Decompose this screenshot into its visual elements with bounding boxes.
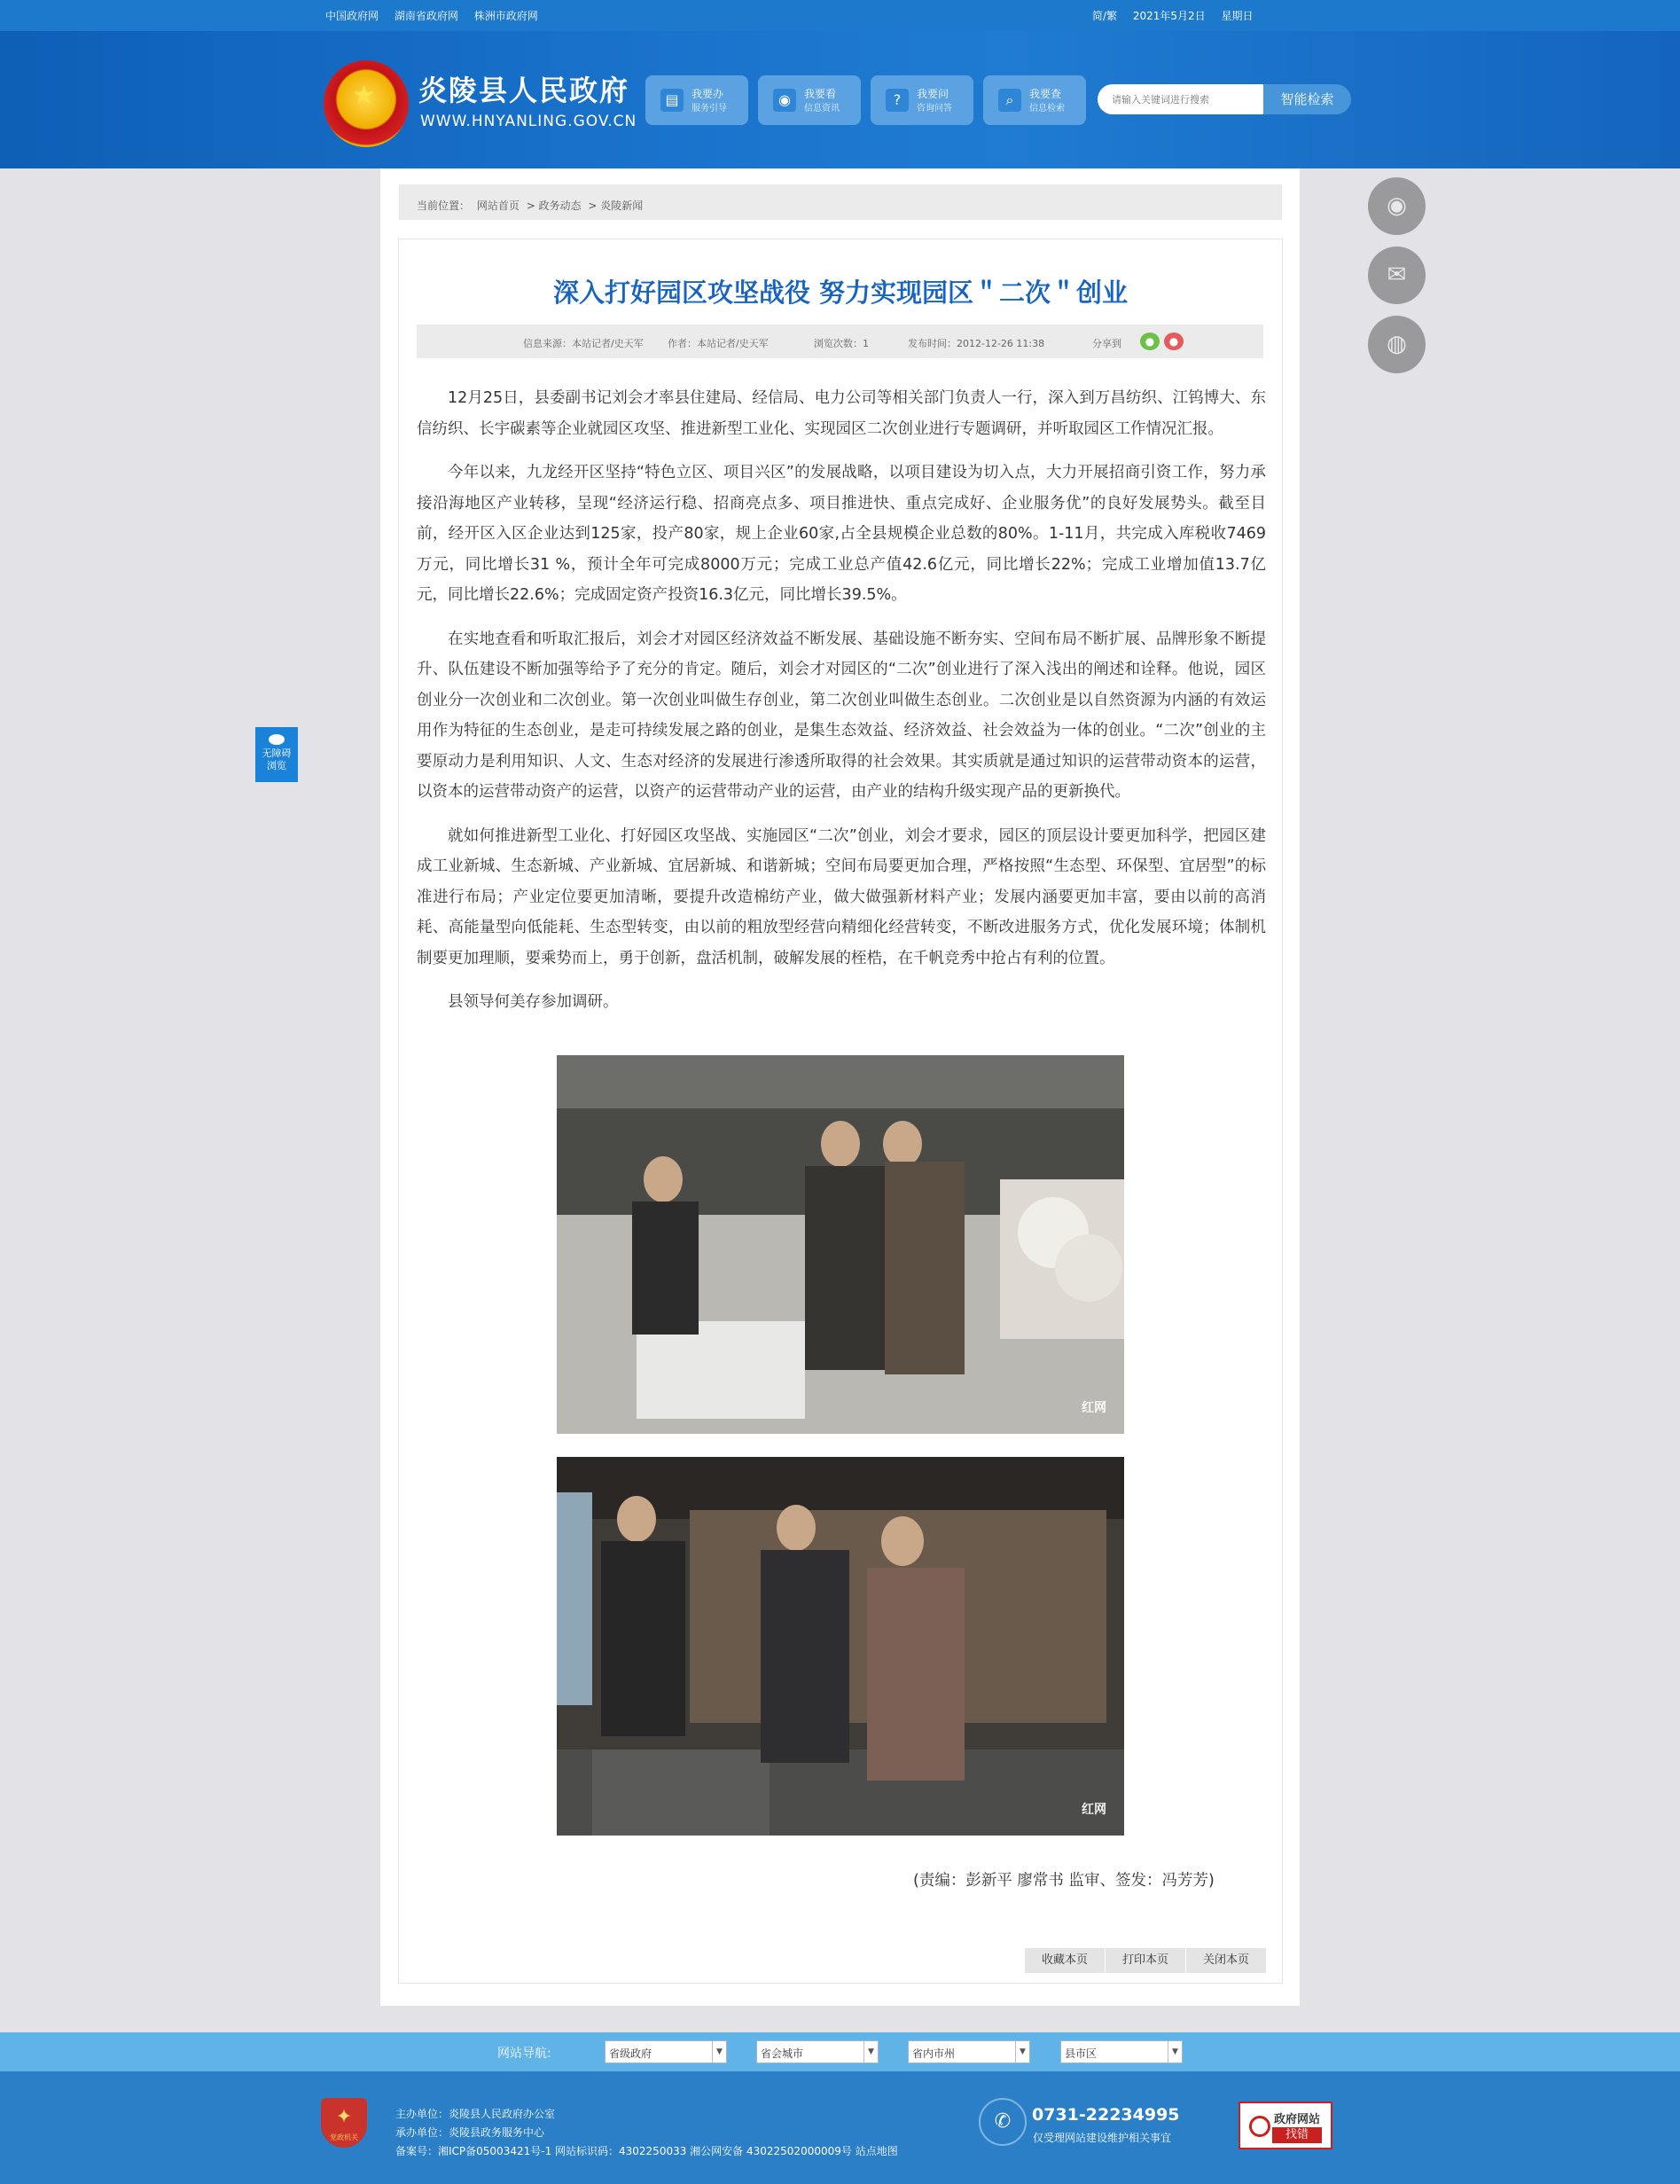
weibo-icon[interactable]: ◍ (1368, 316, 1426, 373)
photo-watermark: 红网 (1082, 1401, 1106, 1415)
footer-record[interactable]: 备案号：湘ICP备05003421号-1 网站标识码：4302250033 湘公网安备 43022502000009号 站点地图 (395, 2145, 898, 2157)
eye-icon: ◉ (773, 89, 796, 112)
footer-info (395, 2105, 898, 2161)
breadcrumb-home[interactable]: 网站首页 (476, 200, 520, 212)
wechat-icon[interactable]: ✉ (1368, 247, 1426, 304)
smart-search-button[interactable]: 智能检索 (1263, 84, 1351, 114)
province-gov-select[interactable] (605, 2040, 727, 2063)
site-name[interactable]: 炎陵县人民政府 (418, 74, 630, 107)
site-footer (0, 2071, 1680, 2184)
badge-title: 政府网站 (1274, 2113, 1321, 2126)
chevron-down-icon: ▼ (1015, 2041, 1029, 2063)
search-input[interactable] (1098, 84, 1266, 114)
select-value: 省内市州 (912, 2047, 956, 2060)
meta-source: 信息来源：本站记者/史天军 (523, 338, 644, 349)
footer-nav-label: 网站导航: (497, 2047, 551, 2061)
top-bar (0, 0, 1680, 31)
paragraph: 在实地查看和听取汇报后，刘会才对园区经济效益不断发展、基础设施不断夯实、空间布局不断扩展、品牌形象不断提升、队伍建设不断加强等给予了充分的肯定。随后，刘会才对园区的“二次”创业进行了深入浅出的阐述和诠释。他说，园区创业分一次创业和二次创业。第一次创业叫做生存创业，第二次创业叫做生态创业。二次创业是以自然资源为内涵的有效运用作为特征的生态创业，是走可持续发展之路的创业，是集生态效益、经济效益、社会效益为一体的创业。“二次”创业的主要原动力是利用知识、人文、生态对经济的发展进行渗透所取得的社会效果。其实质就是通过知识的运营带动资本的运营，以资本的运营带动资产的运营，以资产的运营带动产业的运营，由产业的结构升级实现产品的更新换代。 (417, 630, 1266, 801)
button-line1: 我要问 (917, 88, 949, 100)
link-zhuzhou-gov[interactable]: 株洲市政府网 (473, 10, 538, 22)
select-value: 省会城市 (761, 2047, 804, 2060)
top-right (1092, 8, 1266, 23)
article-body (417, 383, 1266, 1031)
party-gov-logo-text: 党政机关 (330, 2133, 358, 2141)
national-emblem-logo[interactable] (324, 60, 409, 147)
weekday-text: 星期日 (1221, 10, 1254, 22)
meta-share-label: 分享到 (1092, 338, 1121, 349)
photo-1-illustration (557, 1055, 1124, 1434)
weibo-share-icon[interactable]: ● (1164, 333, 1184, 350)
meta-author: 作者：本站记者/史天军 (668, 338, 769, 349)
badge-button: 找错 (1272, 2127, 1322, 2143)
site-url: WWW.HNYANLING.GOV.CN (420, 113, 637, 130)
top-links (325, 8, 551, 23)
accessibility-button[interactable] (255, 727, 298, 782)
editor-credit: (责编：彭新平 廖常书 监审、签发：冯芳芳) (913, 1872, 1215, 1890)
footer-nav (0, 2032, 1680, 2071)
print-button[interactable]: 打印本页 (1106, 1948, 1185, 1973)
breadcrumb-affairs[interactable]: > 政务动态 (526, 200, 582, 212)
magnifier-icon (1249, 2116, 1270, 2137)
question-icon: ? (886, 89, 909, 112)
prefecture-select[interactable] (908, 2040, 1030, 2063)
button-line2: 咨询问答 (917, 104, 952, 114)
article-photo-1 (557, 1055, 1124, 1434)
chevron-down-icon: ▼ (712, 2041, 726, 2063)
info-search-button[interactable] (983, 75, 1086, 125)
photo-2-illustration (557, 1457, 1124, 1836)
close-page-button[interactable]: 关闭本页 (1186, 1948, 1266, 1973)
link-hunan-gov[interactable]: 湖南省政府网 (394, 10, 458, 22)
bookmark-button[interactable]: 收藏本页 (1025, 1948, 1105, 1973)
photo-watermark: 红网 (1082, 1803, 1106, 1817)
date-text: 2021年5月2日 (1132, 10, 1206, 22)
footer-phone: 0731-22234995 (1032, 2105, 1180, 2125)
button-line1: 我要看 (804, 88, 837, 100)
paragraph: 今年以来，九龙经开区坚持“特色立区、项目兴区”的发展战略，以项目建设为切入点，大力开展招商引资工作，努力承接沿海地区产业转移，呈现“经济运行稳、招商亮点多、项目推进快、重点完成好、企业服务优”的良好发展势头。截至目前，经开区入区企业达到125家，投产80家，规上企业60家,占全县规模企业总数的80%。1-11月，共完成入库税收7469万元，同比增长31 %，预计全年可完成8000万元；完成工业总产值42.6亿元，同比增长22%；完成工业增加值13.7亿元，同比增长22.6%；完成固定资产投资16.3亿元，同比增长39.5%。 (417, 464, 1266, 604)
breadcrumb (399, 184, 1282, 220)
info-news-button[interactable] (758, 75, 861, 125)
wechat-share-icon[interactable]: ● (1140, 333, 1160, 350)
eye-icon (269, 734, 285, 745)
breadcrumb-news[interactable]: > 炎陵新闻 (588, 200, 644, 212)
button-line2: 服务引导 (692, 104, 727, 114)
accessibility-line1: 无障碍 (262, 748, 292, 759)
select-value: 省级政府 (609, 2047, 652, 2060)
article-photo-2 (557, 1457, 1124, 1836)
article (398, 239, 1283, 1984)
main-panel (380, 168, 1300, 2006)
chevron-down-icon: ▼ (863, 2041, 878, 2063)
button-line1: 我要查 (1029, 88, 1062, 100)
search-icon: ⌕ (998, 89, 1021, 112)
meta-published: 发布时间：2012-12-26 11:38 (908, 338, 1045, 349)
meta-views: 浏览次数：1 (814, 338, 869, 349)
footer-phone-note: 仅受理网站建设维护相关事宜 (1033, 2132, 1172, 2144)
site-header (0, 31, 1680, 168)
capital-city-select[interactable] (756, 2040, 879, 2063)
document-icon: ▤ (660, 89, 684, 112)
find-error-badge[interactable] (1239, 2102, 1332, 2149)
party-gov-logo[interactable] (321, 2098, 367, 2148)
footer-sponsor: 主办单位：炎陵县人民政府办公室 (395, 2108, 556, 2120)
county-select[interactable] (1060, 2040, 1183, 2063)
select-value: 县市区 (1065, 2047, 1098, 2060)
phone-icon: ✆ (979, 2098, 1027, 2146)
link-gov-cn[interactable]: 中国政府网 (325, 10, 379, 22)
paragraph: 县领导何美存参加调研。 (448, 993, 619, 1011)
star-icon: ★ (352, 80, 376, 111)
consult-qa-button[interactable] (871, 75, 973, 125)
eye-icon[interactable]: ◉ (1368, 177, 1426, 235)
paragraph: 12月25日，县委副书记刘会才率县住建局、经信局、电力公司等相关部门负责人一行，深入到万昌纺织、江钨博大、东信纺织、长宇碳素等企业就园区攻坚、推进新型工业化、实现园区二次创业进行专题调研，并听取园区工作情况汇报。 (417, 389, 1266, 438)
accessibility-line2: 浏览 (267, 760, 286, 771)
service-guide-button[interactable] (645, 75, 748, 125)
button-line2: 信息检索 (1029, 104, 1065, 114)
button-line1: 我要办 (692, 88, 724, 100)
site-search (1098, 84, 1351, 114)
chevron-down-icon: ▼ (1168, 2041, 1182, 2063)
breadcrumb-label: 当前位置： (417, 200, 471, 212)
article-title: 深入打好园区攻坚战役 努力实现园区＂二次＂创业 (552, 278, 1129, 308)
paragraph: 就如何推进新型工业化、打好园区攻坚战、实施园区“二次”创业，刘会才要求，园区的顶层设计要更加科学，把园区建成工业新城、生态新城、产业新城、宜居新城、和谐新城；空间布局要更加合理，严格按照“生态型、环保型、宜居型”的标准进行布局；产业定位要更加清晰，要提升改造棉纺产业，做大做强新材料产业；发展内涵要更加丰富，要由以前的高消耗、高能量型向低能耗、生态型转变，由以前的粗放型经营向精细化经营转变，不断改进服务方式，优化发展环境；体制机制要更加理顺，要乘势而上，勇于创新，盘活机制，破解发展的桎梏，在千帆竞秀中抢占有利的位置。 (417, 826, 1266, 967)
star-icon: ✦ (335, 2106, 353, 2128)
button-line2: 信息资讯 (804, 104, 840, 114)
lang-toggle[interactable]: 简/繁 (1092, 10, 1118, 22)
footer-organizer: 承办单位：炎陵县政务服务中心 (395, 2126, 545, 2139)
article-meta (417, 325, 1263, 358)
